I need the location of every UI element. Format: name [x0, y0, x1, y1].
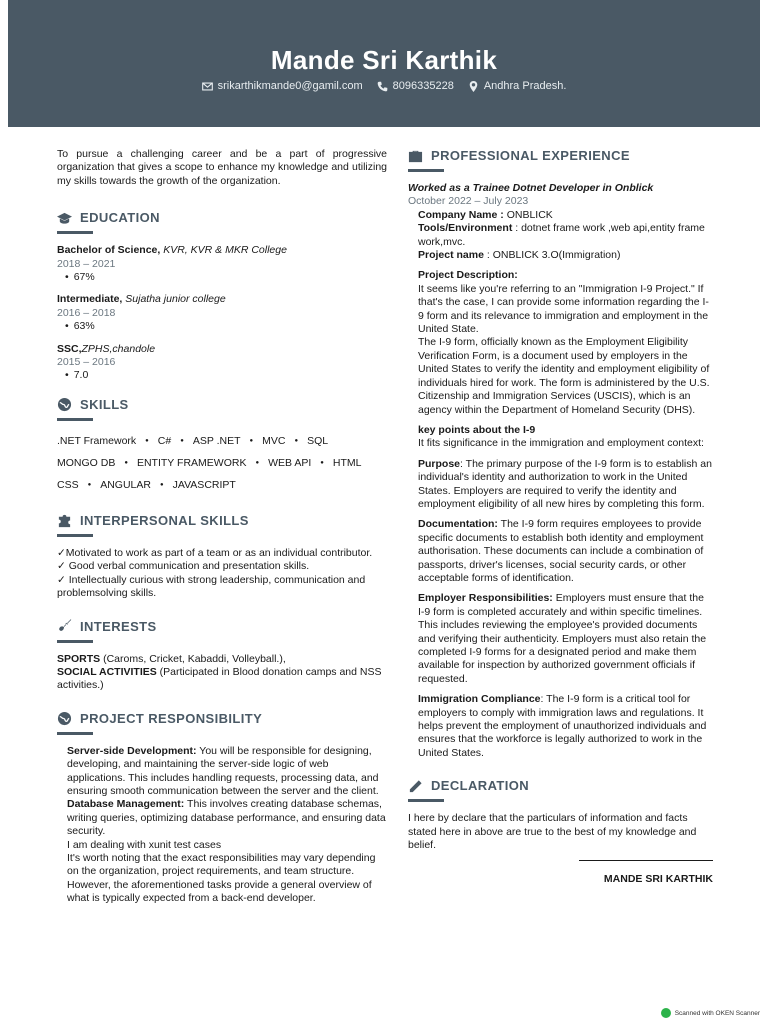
section-divider	[408, 799, 444, 802]
db-label: Database Management:	[67, 798, 185, 811]
documentation-text: The I-9 form requires employees to provide specific documents to establish both identity and employment authorisation. These documents can include a combination of passports, driver's licenses, social security cards, or other acceptable forms of identification.	[418, 518, 704, 584]
compliance-label: Immigration Compliance	[418, 693, 541, 706]
interests-title: INTERESTS	[80, 618, 157, 634]
skill-item: MONGO DB ●	[57, 453, 137, 475]
map-pin-icon	[468, 81, 479, 92]
signature-line	[579, 860, 713, 861]
skill-item: HTML	[332, 456, 362, 469]
education-score: • 63%	[65, 320, 387, 333]
purpose-text: : The primary purpose of the I-9 form is to establish an individual's identity and authorization to work in the United States. Employers are required to verify the identity and employment eligibility of all new hires by completing this form.	[418, 457, 712, 510]
skills-title: SKILLS	[80, 396, 129, 412]
documentation-label: Documentation:	[418, 518, 498, 531]
sports-interest	[57, 653, 387, 666]
phone-contact	[377, 80, 454, 92]
education-item	[57, 293, 387, 333]
section-divider	[57, 418, 93, 421]
declaration-text: I here by declare that the particulars of information and facts stated here in above are true to the best of my knowledge and belief.	[408, 812, 697, 852]
education-score: • 7.0	[65, 369, 387, 382]
compliance-paragraph	[418, 693, 713, 760]
skill-item: MVC ●	[262, 431, 307, 453]
project-name-label: Project name	[418, 249, 484, 262]
key-points-label: key points about the I-9	[418, 423, 536, 436]
sports-label: SPORTS	[57, 652, 101, 665]
job-dates: October 2022 – July 2023	[408, 195, 529, 208]
social-interest	[57, 666, 387, 693]
interpersonal-title: INTERPERSONAL SKILLS	[80, 512, 249, 528]
contact-bar	[8, 80, 760, 92]
skill-item: SQL	[307, 434, 329, 447]
education-item	[57, 244, 387, 284]
email-contact	[202, 80, 363, 92]
project-title: PROJECT RESPONSIBILITY	[80, 710, 263, 726]
compliance-text: : The I-9 form is a critical tool for employers to comply with immigration laws and regulations. It helps prevent the employment of unauthorized individuals and ensures that the workforce is legally authorized to work in the United States.	[418, 693, 707, 759]
graduation-cap-icon	[57, 211, 72, 226]
section-divider	[57, 732, 93, 735]
database-paragraph	[67, 798, 387, 838]
resume-header	[8, 0, 760, 127]
school: Sujatha junior college	[125, 293, 226, 306]
education-title: EDUCATION	[80, 210, 160, 226]
education-section	[57, 210, 387, 383]
skill-item: ASP .NET ●	[193, 431, 262, 453]
employer-paragraph	[418, 592, 713, 686]
interpersonal-item: ✓ Good verbal communication and presentation skills.	[57, 560, 310, 573]
company-value: ONBLICK	[503, 208, 553, 221]
globe-icon	[57, 711, 72, 726]
employer-label: Employer Responsibilities:	[418, 592, 553, 605]
project-name-value: : ONBLICK 3.O(Immigration)	[483, 249, 621, 262]
skill-item: CSS ●	[57, 475, 100, 497]
education-years: 2015 – 2016	[57, 356, 116, 369]
social-label: SOCIAL ACTIVITIES	[57, 665, 157, 678]
social-text: (Participated in Blood donation camps and NSS activities.)	[57, 665, 382, 692]
xunit-line: I am dealing with xunit test cases	[67, 838, 222, 851]
interpersonal-item: ✓Motivated to work as part of a team or as an individual contributor.	[57, 546, 373, 559]
pencil-icon	[408, 779, 423, 794]
career-objective: To pursue a challenging career and be a part of progressive organization that gives a scope to enhance my knowledge and utilizing my skills towards the growth of the organization.	[57, 148, 387, 187]
server-label: Server-side Development:	[67, 744, 197, 757]
envelope-icon	[202, 81, 213, 92]
skill-item: JAVASCRIPT	[172, 478, 236, 491]
company-line	[418, 209, 713, 222]
server-text: You will be responsible for designing, developing, and maintaining the server-side logic of web applications. This includes handling requests, processing data, and ensuring smooth communication between the server and the client.	[67, 744, 379, 797]
location-contact	[468, 80, 567, 92]
candidate-name: Mande Sri Karthik	[270, 45, 498, 75]
documentation-paragraph	[418, 518, 713, 585]
school: KVR, KVR & MKR College	[163, 244, 287, 257]
phone-text: 8096335228	[392, 80, 454, 92]
section-divider	[57, 231, 93, 234]
location-text: Andhra Pradesh.	[483, 80, 567, 92]
purpose-paragraph	[418, 458, 713, 512]
globe-icon	[57, 397, 72, 412]
purpose-label: Purpose	[418, 457, 461, 470]
degree: SSC,	[57, 342, 82, 355]
skills-section	[57, 397, 387, 497]
tools-value: : dotnet frame work ,web api,entity frame work,mvc.	[418, 222, 705, 248]
project-description: It seems like you're referring to an "Immigration I-9 Project." If that's the case, I can provide some information regarding the I-9 form and its relevance to immigration and employment in the United State.	[418, 282, 709, 336]
skills-row	[57, 431, 387, 453]
section-divider	[408, 169, 444, 172]
skill-item: C# ●	[158, 431, 193, 453]
experience-section	[408, 148, 713, 760]
key-points-text: It fits significance in the immigration and employment context:	[418, 437, 704, 450]
email-text: srikarthikmande0@gamil.com	[217, 80, 363, 92]
left-column	[57, 148, 387, 906]
declaration-section	[408, 778, 713, 887]
signature-block	[408, 860, 713, 887]
interpersonal-item: ✓ Intellectually curious with strong leadership, communication and problemsolving skills.	[57, 573, 366, 600]
education-years: 2016 – 2018	[57, 306, 116, 319]
guitar-icon	[57, 619, 72, 634]
skill-item: WEB API ●	[268, 453, 333, 475]
education-years: 2018 – 2021	[57, 257, 116, 270]
puzzle-piece-icon	[57, 513, 72, 528]
skills-row	[57, 475, 387, 497]
interpersonal-section	[57, 513, 387, 601]
scanner-text: Scanned with OKEN Scanner	[674, 1009, 760, 1017]
employer-text: Employers must ensure that the I-9 form is completed accurately and within specific timelines. This includes reviewing the employee's provided documents and verifying their authenticity. Employers must also retain the completed I-9 forms for a designated period and make them available for inspection by authorized government officials if requested.	[418, 592, 707, 685]
skill-item: ANGULAR ●	[100, 475, 172, 497]
scanner-watermark	[661, 1008, 760, 1018]
db-text: This involves creating database schemas, writing queries, optimizing database performance, and ensuring data security.	[67, 798, 386, 838]
sports-text: (Caroms, Cricket, Kabaddi, Volleyball.),	[100, 652, 286, 665]
company-label: Company Name :	[418, 208, 504, 221]
signature-name: MANDE SRI KARTHIK	[603, 873, 713, 886]
section-divider	[57, 640, 93, 643]
skill-item: .NET Framework ●	[57, 431, 158, 453]
scanner-logo-icon	[661, 1008, 671, 1018]
tools-line	[418, 222, 713, 249]
job-role: Worked as a Trainee Dotnet Developer in Onblick	[408, 182, 654, 194]
project-description: The I-9 form, officially known as the Employment Eligibility Verification Form, is a document used by employers in the United States to verify the identity and employment eligibility of individuals hired for work. The form is administered by the U.S. Citizenship and Immigration Services (USCIS), which is an agency within the Department of Homeland Security (DHS).	[418, 336, 710, 416]
project-responsibility-section	[57, 711, 387, 906]
experience-title: PROFESSIONAL EXPERIENCE	[431, 148, 630, 163]
skill-item: ENTITY FRAMEWORK ●	[137, 453, 268, 475]
responsibility-note: It's worth noting that the exact responsibilities may vary depending on the organization, project requirements, and team structure. However, the aforementioned tasks provide a general overview of what is typically expected from a back-end developer.	[67, 851, 376, 905]
briefcase-icon	[408, 149, 423, 164]
interests-section	[57, 619, 387, 693]
server-side-paragraph	[67, 745, 387, 799]
education-item	[57, 343, 387, 383]
skills-row	[57, 453, 387, 475]
right-column	[408, 148, 713, 887]
project-name-line	[418, 249, 713, 262]
degree: Bachelor of Science,	[57, 244, 161, 257]
degree: Intermediate,	[57, 293, 123, 306]
project-description-label: Project Description:	[418, 269, 518, 282]
phone-icon	[377, 81, 388, 92]
section-divider	[57, 534, 93, 537]
declaration-title: DECLARATION	[431, 778, 530, 794]
education-score: • 67%	[65, 271, 387, 284]
school: ZPHS,chandole	[81, 342, 156, 355]
tools-label: Tools/Environment	[418, 222, 513, 235]
